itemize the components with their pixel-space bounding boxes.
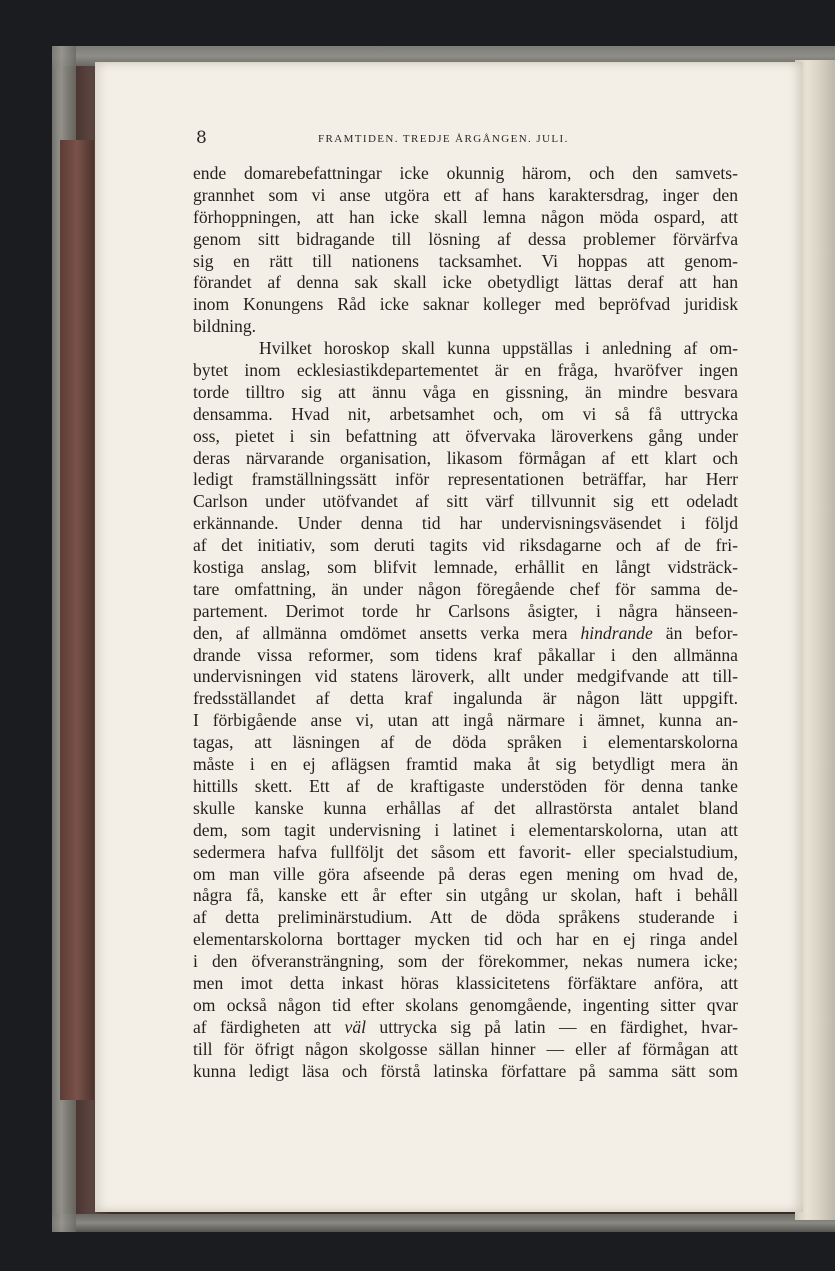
text-line — [193, 754, 738, 776]
text-line-content: om också någon tid efter skolans genomgående, ingenting sitter qvar — [193, 994, 738, 1015]
text-line — [193, 185, 738, 207]
text-line — [193, 907, 738, 929]
page-number: 8 — [196, 128, 207, 148]
text-line-content: bytet inom ecklesiastikdepartementet är en fråga, hvaröfver ingen — [193, 360, 738, 381]
text-line-content: grannhet som vi anse utgöra ett af hans karaktersdrag, inger den — [193, 184, 738, 205]
text-line — [193, 885, 738, 907]
text-line-content: densamma. Hvad nit, arbetsamhet och, om vi så få uttrycka — [193, 403, 738, 424]
text-line-content: tagas, att läsningen af de döda språken i elementarskolorna — [193, 732, 738, 753]
text-line-content: ledigt framställningssätt inför representationen beträffar, har Herr — [193, 469, 738, 490]
text-line-content: drande vissa reformer, som tidens kraf påkallar i den allmänna — [193, 644, 738, 665]
text-line-content: måste i en ej aflägsen framtid maka åt sig betydligt mera än — [193, 754, 738, 775]
emphasized-word: hindrande — [580, 622, 653, 643]
text-line-continuation: uttrycka sig på latin — en färdighet, hvar- — [379, 1016, 738, 1037]
text-line-content: oss, pietet i sin befattning att öfvervaka läroverkens gång under — [193, 425, 738, 446]
text-line — [193, 864, 738, 886]
text-line — [193, 404, 738, 426]
text-line — [193, 272, 738, 294]
text-line — [193, 316, 738, 338]
text-line-content: Carlson under utöfvandet af sitt värf tillvunnit sig ett odeladt — [193, 491, 738, 512]
text-line-content: om man ville göra afseende på deras egen mening om hvad de, — [193, 863, 738, 884]
text-line-content: Hvilket horoskop skall kunna uppställas i anledning af om- — [259, 338, 738, 359]
text-line — [193, 294, 738, 316]
text-line-content: elementarskolorna borttager mycken tid och har en ej ringa andel — [193, 929, 738, 950]
text-line — [193, 360, 738, 382]
text-line — [193, 666, 738, 688]
text-line-content: kunna ledigt läsa och förstå latinska författare på samma sätt som — [193, 1060, 738, 1081]
leather-binding-strip — [60, 140, 94, 1100]
text-line-content: sig en rätt till nationens tacksamhet. Vi hoppas att genom- — [193, 250, 738, 271]
text-line — [193, 557, 738, 579]
text-line — [193, 382, 738, 404]
emphasized-word: väl — [344, 1016, 367, 1037]
text-line-content: inom Konungens Råd icke saknar kolleger med bepröfvad juridisk — [193, 294, 738, 315]
text-line-content: deras närvarande organisation, likasom förmågan af ett klart och — [193, 447, 738, 468]
text-line-content: den, af allmänna omdömet ansetts verka mera — [193, 622, 568, 643]
text-line — [193, 251, 738, 273]
text-line — [193, 535, 738, 557]
text-line-content: af färdigheten att — [193, 1016, 332, 1037]
text-line — [193, 798, 738, 820]
text-line-content: fredsställandet af detta kraf ingalunda är någon lätt uppgift. — [193, 688, 738, 709]
text-line — [193, 601, 738, 623]
text-line — [193, 338, 738, 360]
text-line-content: förhoppningen, att han icke skall lemna någon möda ospard, att — [193, 206, 738, 227]
text-line-content: genom sitt bidragande till lösning af dessa problemer förvärfva — [193, 228, 738, 249]
text-line-content: förandet af denna sak skall icke obetydligt lättas deraf att han — [193, 272, 738, 293]
text-line-content: kostiga anslag, som blifvit lemnade, erhållit en långt vidsträck- — [193, 557, 738, 578]
text-line — [193, 645, 738, 667]
text-line — [193, 491, 738, 513]
text-line-content: men imot detta inkast höras klassicitetens förfäktare anföra, att — [193, 972, 738, 993]
text-line — [193, 776, 738, 798]
text-line — [193, 163, 738, 185]
running-head: FRAMTIDEN. TREDJE ÅRGÅNGEN. JULI. — [318, 133, 569, 145]
text-line — [193, 973, 738, 995]
text-line — [193, 995, 738, 1017]
text-line — [193, 448, 738, 470]
text-line — [193, 688, 738, 710]
text-line — [193, 929, 738, 951]
text-line — [193, 426, 738, 448]
text-line — [193, 820, 738, 842]
text-line-content: af detta preliminärstudium. Att de döda språkens studerande i — [193, 907, 738, 928]
text-line-content: skulle kanske kunna erhållas af det allrastörsta antalet bland — [193, 797, 738, 818]
text-line — [193, 469, 738, 491]
text-line-content: I förbigående anse vi, utan att ingå närmare i ämnet, kunna an- — [193, 710, 738, 731]
text-line-content: några få, kanske ett år efter sin utgång ur skolan, haft i behåll — [193, 885, 738, 906]
text-line — [193, 207, 738, 229]
text-line-continuation: än befor- — [665, 622, 739, 643]
text-line-content: sedermera hafva fullföljt det såsom ett favorit- eller specialstudium, — [193, 841, 738, 862]
text-line — [193, 710, 738, 732]
text-line — [193, 1039, 738, 1061]
text-line — [193, 579, 738, 601]
text-line-content: undervisningen vid statens läroverk, allt under medgifvande att till- — [193, 666, 738, 687]
text-line-content: i den öfveransträngning, som der förekommer, nekas numera icke; — [193, 951, 738, 972]
text-line — [193, 1017, 738, 1039]
text-line-content: partement. Derimot torde hr Carlsons åsigter, i några hänseen- — [193, 600, 738, 621]
text-line-content: dem, som tagit undervisning i latinet i elementarskolorna, utan att — [193, 819, 738, 840]
text-line-content: till för öfrigt någon skolgosse sällan hinner — eller af förmågan att — [193, 1038, 738, 1059]
body-text — [193, 163, 738, 1082]
text-line-content: bildning. — [193, 316, 257, 337]
text-line-content: hittills skett. Ett af de kraftigaste understöden för denna tanke — [193, 775, 738, 796]
text-line-content: tare omfattning, än under någon föregående chef för samma de- — [193, 578, 738, 599]
text-line — [193, 1061, 738, 1083]
text-line — [193, 229, 738, 251]
text-line — [193, 513, 738, 535]
text-line-content: torde tilltro sig att ännu våga en gissning, än mindre besvara — [193, 381, 738, 402]
text-line — [193, 951, 738, 973]
text-line-content: ende domarebefattningar icke okunnig härom, och den samvets- — [193, 163, 738, 183]
text-line — [193, 842, 738, 864]
text-line — [193, 623, 738, 645]
text-line — [193, 732, 738, 754]
text-line-content: erkännande. Under denna tid har undervisningsväsendet i följd — [193, 513, 738, 534]
text-line-content: af det initiativ, som deruti tagits vid riksdagarne och af de fri- — [193, 535, 738, 556]
book-cover-bottom-edge — [52, 1214, 835, 1232]
